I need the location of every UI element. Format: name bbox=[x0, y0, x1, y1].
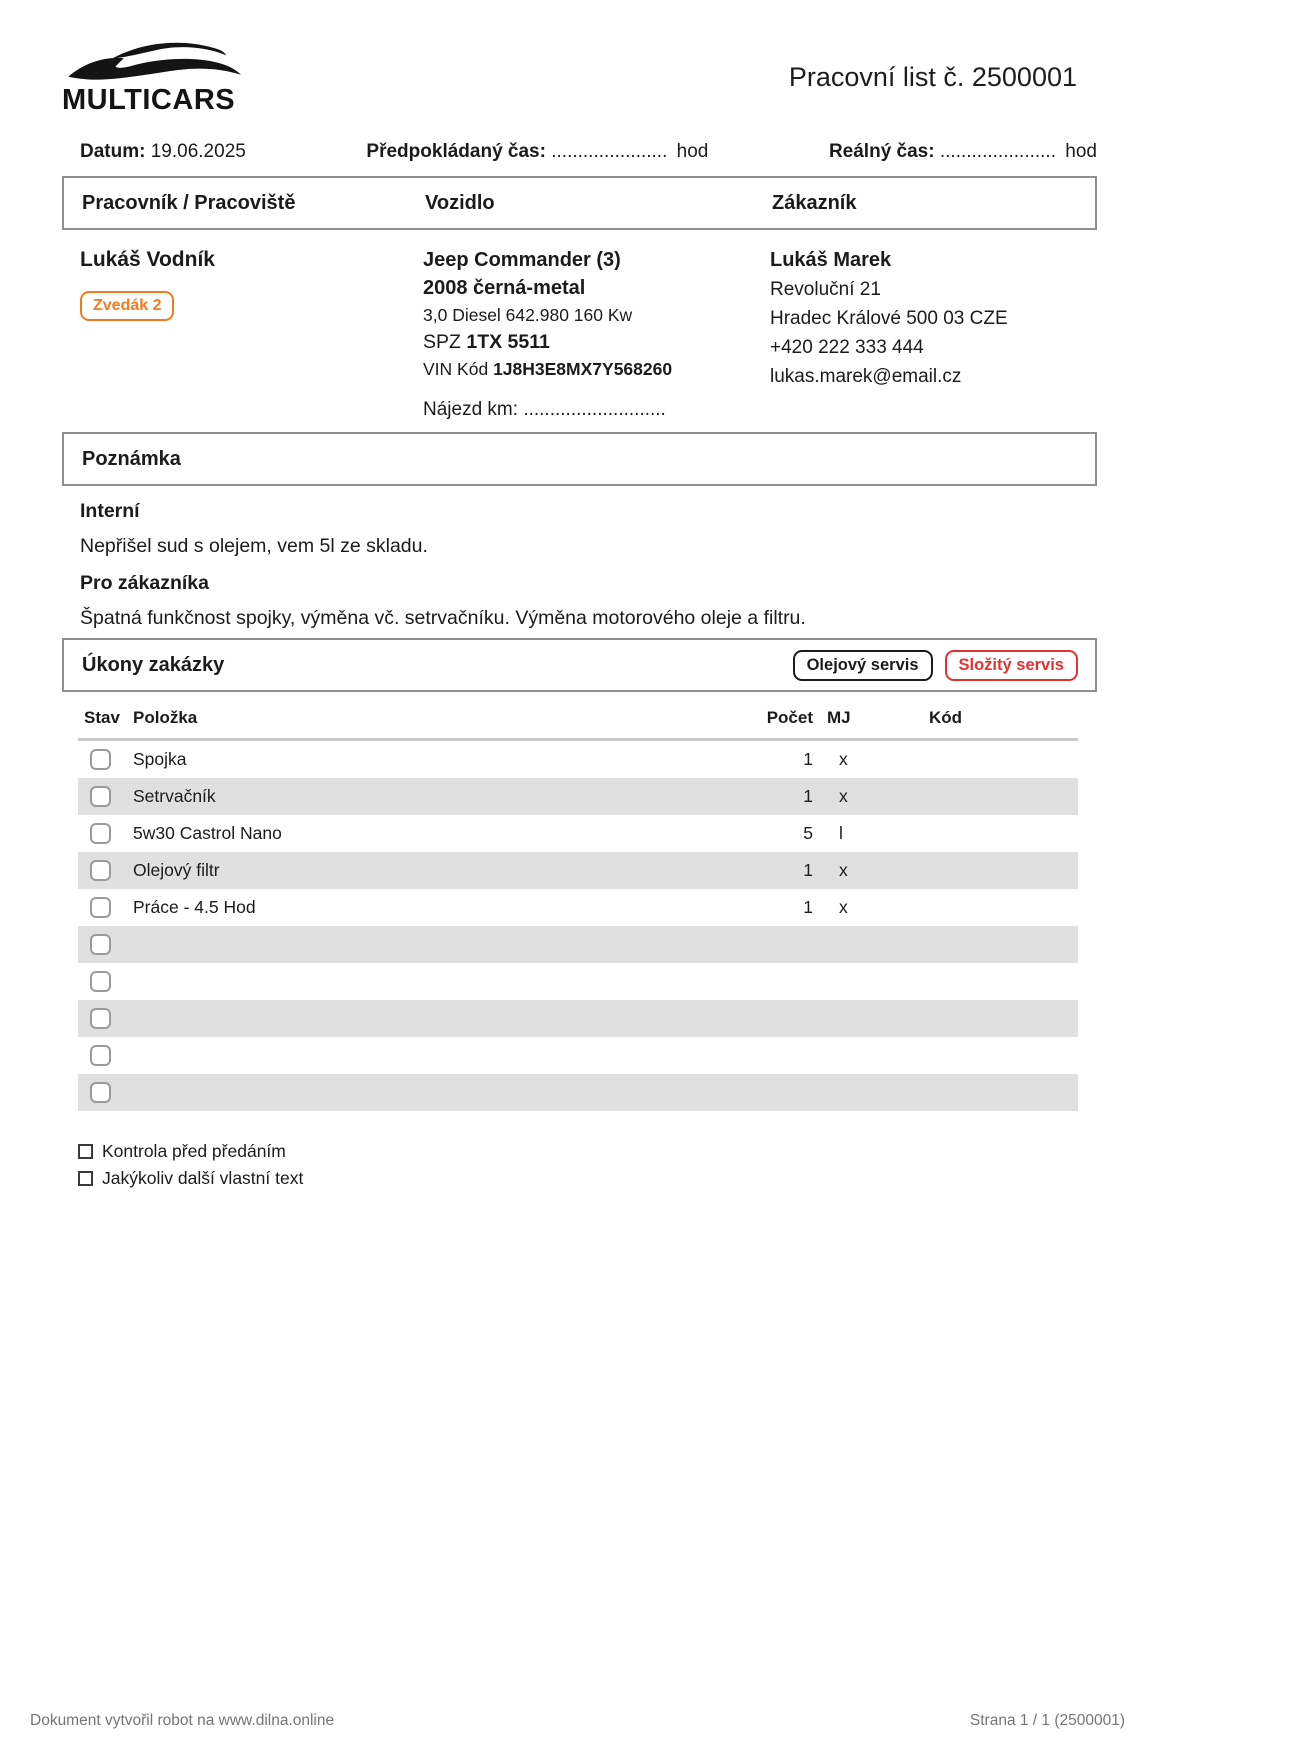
customer-column bbox=[770, 246, 1097, 421]
real-time-label: Reálný čas: bbox=[828, 141, 935, 162]
service-badges bbox=[793, 650, 1078, 681]
info-header-box bbox=[62, 176, 1097, 230]
tasks-table bbox=[78, 692, 1078, 1111]
task-row bbox=[78, 963, 1078, 1000]
column-header-count: Počet bbox=[766, 708, 813, 727]
status-cell bbox=[78, 823, 133, 844]
task-row bbox=[78, 1037, 1078, 1074]
note-section-title: Poznámka bbox=[82, 447, 181, 470]
mileage-label: Nájezd km: bbox=[423, 399, 519, 420]
page-footer bbox=[30, 1712, 1125, 1730]
task-row bbox=[78, 741, 1078, 778]
footer-page-number: Strana 1 / 1 (2500001) bbox=[969, 1712, 1125, 1729]
status-cell bbox=[78, 1045, 133, 1066]
car-silhouette-icon bbox=[62, 36, 252, 84]
handover-checkbox[interactable] bbox=[78, 1144, 93, 1159]
vehicle-year-color: 2008 černá-metal bbox=[423, 277, 586, 299]
task-status-checkbox[interactable] bbox=[90, 786, 111, 807]
unit-cell: x bbox=[839, 749, 848, 769]
task-row bbox=[78, 815, 1078, 852]
status-cell bbox=[78, 897, 133, 918]
column-header-code: Kód bbox=[929, 708, 963, 727]
status-cell bbox=[78, 749, 133, 770]
estimated-time-unit: hod bbox=[676, 141, 709, 162]
task-row bbox=[78, 1074, 1078, 1111]
tasks-table-body bbox=[78, 741, 1078, 1111]
unit-cell: x bbox=[839, 786, 848, 806]
handover-checkbox-label: Kontrola před předáním bbox=[102, 1141, 286, 1161]
task-status-checkbox[interactable] bbox=[90, 971, 111, 992]
task-row bbox=[78, 889, 1078, 926]
task-status-checkbox[interactable] bbox=[90, 934, 111, 955]
real-time-blank: ...................... bbox=[939, 141, 1056, 162]
item-cell: Práce - 4.5 Hod bbox=[133, 897, 256, 917]
task-status-checkbox[interactable] bbox=[90, 1082, 111, 1103]
worker-column bbox=[62, 246, 423, 421]
info-columns bbox=[62, 246, 1097, 421]
status-cell bbox=[78, 860, 133, 881]
count-cell: 1 bbox=[803, 786, 813, 806]
status-cell bbox=[78, 786, 133, 807]
status-cell bbox=[78, 1082, 133, 1103]
vehicle-section-title: Vozidlo bbox=[425, 191, 495, 214]
date-label: Datum: bbox=[80, 141, 146, 162]
status-cell bbox=[78, 1008, 133, 1029]
task-status-checkbox[interactable] bbox=[90, 823, 111, 844]
item-cell: Olejový filtr bbox=[133, 860, 220, 880]
footer-generator-note: Dokument vytvořil robot na www.dilna.online bbox=[30, 1712, 335, 1729]
count-cell: 1 bbox=[803, 860, 813, 880]
mileage-blank: ........................... bbox=[523, 399, 666, 420]
custom-text-checkbox-label: Jakýkoliv další vlastní text bbox=[102, 1168, 304, 1188]
tasks-table-header bbox=[78, 692, 1078, 738]
customer-email: lukas.marek@email.cz bbox=[770, 366, 962, 387]
unit-cell: x bbox=[839, 897, 848, 917]
worker-section-title: Pracovník / Pracoviště bbox=[82, 191, 296, 214]
real-time-field bbox=[829, 141, 1097, 163]
estimated-time-blank: ...................... bbox=[551, 141, 668, 162]
internal-note-text: Nepřišel sud s olejem, vem 5l ze skladu. bbox=[80, 535, 428, 557]
task-status-checkbox[interactable] bbox=[90, 860, 111, 881]
vehicle-engine: 3,0 Diesel 642.980 160 Kw bbox=[423, 305, 633, 325]
company-logo-wordmark: MULTICARS bbox=[62, 84, 236, 116]
vin-value: 1J8H3E8MX7Y568260 bbox=[493, 359, 673, 379]
company-logo bbox=[62, 36, 252, 115]
complex-service-badge: Složitý servis bbox=[945, 650, 1078, 681]
task-status-checkbox[interactable] bbox=[90, 1008, 111, 1029]
real-time-unit: hod bbox=[1065, 141, 1097, 162]
worker-name: Lukáš Vodník bbox=[80, 248, 215, 271]
date-field bbox=[80, 141, 246, 163]
customer-city: Hradec Králové 500 03 CZE bbox=[770, 308, 1008, 329]
custom-text-checkbox[interactable] bbox=[78, 1171, 93, 1186]
column-header-status: Stav bbox=[84, 708, 120, 727]
internal-note-label: Interní bbox=[80, 500, 140, 522]
task-status-checkbox[interactable] bbox=[90, 897, 111, 918]
customer-note-text: Špatná funkčnost spojky, výměna vč. setrvačníku. Výměna motorového oleje a filtru. bbox=[80, 607, 806, 629]
count-cell: 1 bbox=[803, 897, 813, 917]
column-header-unit: MJ bbox=[827, 708, 851, 727]
date-value: 19.06.2025 bbox=[150, 141, 246, 162]
customer-section-title: Zákazník bbox=[772, 191, 857, 214]
customer-street: Revoluční 21 bbox=[770, 279, 881, 300]
task-status-checkbox[interactable] bbox=[90, 1045, 111, 1066]
task-status-checkbox[interactable] bbox=[90, 749, 111, 770]
vehicle-model: Jeep Commander (3) bbox=[423, 249, 621, 271]
workplace-badge: Zvedák 2 bbox=[80, 291, 174, 321]
status-cell bbox=[78, 934, 133, 955]
unit-cell: x bbox=[839, 860, 848, 880]
tasks-section-title: Úkony zakázky bbox=[82, 653, 225, 676]
checklist-item-custom-text bbox=[78, 1168, 1097, 1189]
estimated-time-field bbox=[366, 141, 708, 163]
status-cell bbox=[78, 971, 133, 992]
task-row bbox=[78, 926, 1078, 963]
task-row bbox=[78, 778, 1078, 815]
count-cell: 1 bbox=[803, 749, 813, 769]
vehicle-plate-line bbox=[423, 328, 770, 356]
item-cell: 5w30 Castrol Nano bbox=[133, 823, 282, 843]
note-header-box bbox=[62, 432, 1097, 486]
customer-name: Lukáš Marek bbox=[770, 249, 892, 271]
vehicle-vin-line bbox=[423, 356, 770, 382]
item-cell: Spojka bbox=[133, 749, 187, 769]
customer-note-label: Pro zákazníka bbox=[80, 572, 209, 594]
customer-phone: +420 222 333 444 bbox=[770, 337, 924, 358]
checklist-item-handover bbox=[78, 1141, 1097, 1162]
column-header-item: Položka bbox=[133, 708, 198, 727]
page-header bbox=[62, 0, 1097, 115]
tasks-header-box bbox=[62, 638, 1097, 692]
mileage-line bbox=[423, 399, 770, 421]
vin-label: VIN Kód bbox=[423, 359, 489, 379]
item-cell: Setrvačník bbox=[133, 786, 216, 806]
plate-value: 1TX 5511 bbox=[466, 331, 550, 353]
task-row bbox=[78, 1000, 1078, 1037]
count-cell: 5 bbox=[803, 823, 813, 843]
final-checklist bbox=[78, 1141, 1097, 1189]
plate-label: SPZ bbox=[423, 331, 461, 353]
task-row bbox=[78, 852, 1078, 889]
document-title: Pracovní list č. 2500001 bbox=[788, 62, 1077, 92]
note-body bbox=[62, 499, 1097, 630]
meta-row bbox=[62, 141, 1097, 163]
estimated-time-label: Předpokládaný čas: bbox=[366, 141, 546, 162]
vehicle-column bbox=[423, 246, 770, 421]
oil-service-badge: Olejový servis bbox=[793, 650, 933, 681]
unit-cell: l bbox=[839, 823, 843, 843]
